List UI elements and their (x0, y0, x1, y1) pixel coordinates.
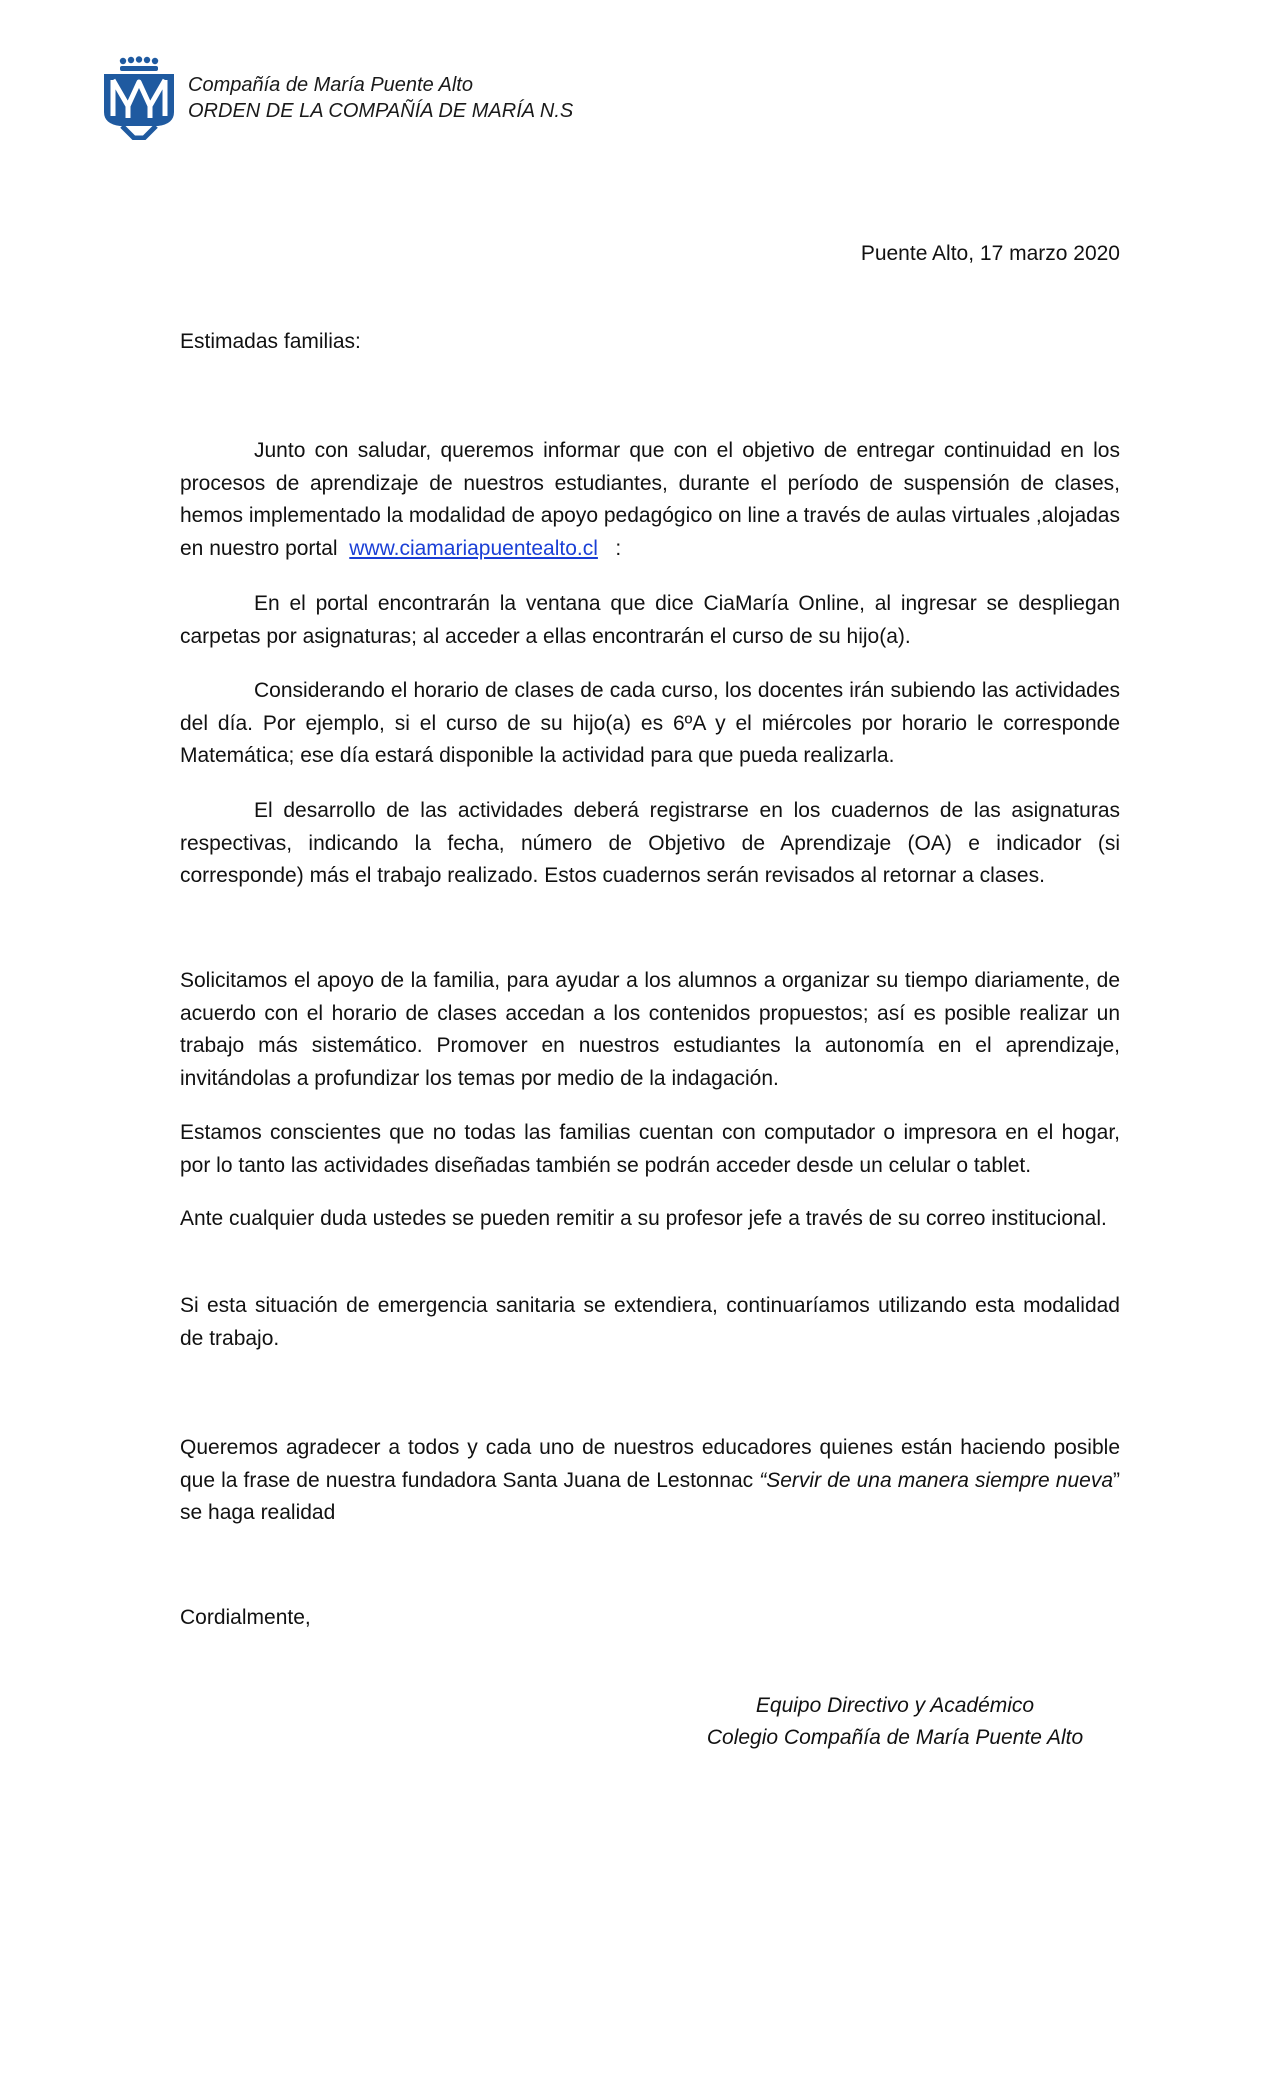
paragraph-family-support-text: Solicitamos el apoyo de la familia, para ayudar a los alumnos a organizar su tiempo diariamente, de acuerdo con el horario de clases accedan a los contenidos propuestos; así es posible realizar un trabajo más sistemático. Promover en nuestros estudiantes la autonomía en el aprendizaje, invitándolas a profundizar los temas por medio de la indagación. (180, 969, 1120, 1090)
quote-open: “ (759, 1468, 767, 1492)
paragraph-devices-text: Estamos conscientes que no todas las familias cuentan con computador o impresora en el hogar, por lo tanto las actividades diseñadas también se podrán acceder desde un celular o tablet. (180, 1121, 1120, 1177)
paragraph-thanks-end: se haga realidad (180, 1501, 336, 1524)
paragraph-portal-end: : (615, 536, 622, 560)
compania-de-maria-crest-icon (100, 56, 178, 140)
paragraph-portal (180, 435, 1120, 565)
greeting: Estimadas familias: (180, 330, 361, 353)
organization-line-2: ORDEN DE LA COMPAÑÍA DE MARÍA N.S (188, 100, 574, 122)
organization-name (188, 72, 573, 124)
paragraph-notebooks-text: El desarrollo de las actividades deberá registrarse en los cuadernos de las asignaturas respectivas, indicando la fecha, número de Objetivo de Aprendizaje (OA) e indicador (si corresponde) más el trabajo realizado. Estos cuadernos serán revisados al retornar a clases. (180, 799, 1120, 887)
paragraph-devices (180, 1117, 1120, 1182)
paragraph-schedule (180, 675, 1120, 773)
organization-line-1: Compañía de María Puente Alto (188, 74, 473, 96)
paragraph-questions-text: Ante cualquier duda ustedes se pueden remitir a su profesor jefe a través de su correo institucional. (180, 1207, 1107, 1230)
paragraph-family-support (180, 965, 1120, 1095)
portal-link[interactable]: www.ciamariapuentealto.cl (349, 536, 598, 560)
paragraph-thanks (180, 1432, 1120, 1530)
paragraph-emergency (180, 1290, 1120, 1355)
paragraph-emergency-text: Si esta situación de emergencia sanitaria se extendiera, continuaríamos utilizando esta modalidad de trabajo. (180, 1294, 1120, 1350)
signature-block (670, 1690, 1120, 1754)
paragraph-thanks-text: Queremos agradecer a todos y cada uno de nuestros educadores quienes están haciendo posible que la frase de nuestra fundadora Santa Juana de Lestonnac (180, 1436, 1120, 1492)
quote-close: ” (1113, 1468, 1121, 1492)
closing: Cordialmente, (180, 1606, 311, 1629)
paragraph-schedule-text: Considerando el horario de clases de cada curso, los docentes irán subiendo las actividades del día. Por ejemplo, si el curso de su hijo(a) es 6ºA y el miércoles por horario le corresponde Matemática; ese día estará disponible la actividad para que pueda realizarla. (180, 679, 1120, 767)
paragraph-portal-window (180, 588, 1120, 653)
paragraph-portal-text: Junto con saludar, queremos informar que con el objetivo de entregar continuidad en los procesos de aprendizaje de nuestros estudiantes, durante el período de suspensión de clases, hemos implementado la modalidad de apoyo pedagógico on line a través de aulas virtuales ,alojadas en nuestro portal (180, 439, 1120, 560)
paragraph-notebooks (180, 795, 1120, 893)
signature-line-2: Colegio Compañía de María Puente Alto (706, 1726, 1084, 1749)
paragraph-portal-window-text: En el portal encontrarán la ventana que dice CiaMaría Online, al ingresar se despliegan carpetas por asignaturas; al acceder a ellas encontrarán el curso de su hijo(a). (180, 592, 1120, 648)
paragraph-questions (180, 1203, 1120, 1236)
signature-line-1: Equipo Directivo y Académico (755, 1694, 1035, 1717)
founder-quote: Servir de una manera siempre nueva (766, 1468, 1114, 1492)
letterhead (100, 56, 700, 140)
letter-date: Puente Alto, 17 marzo 2020 (860, 242, 1120, 265)
